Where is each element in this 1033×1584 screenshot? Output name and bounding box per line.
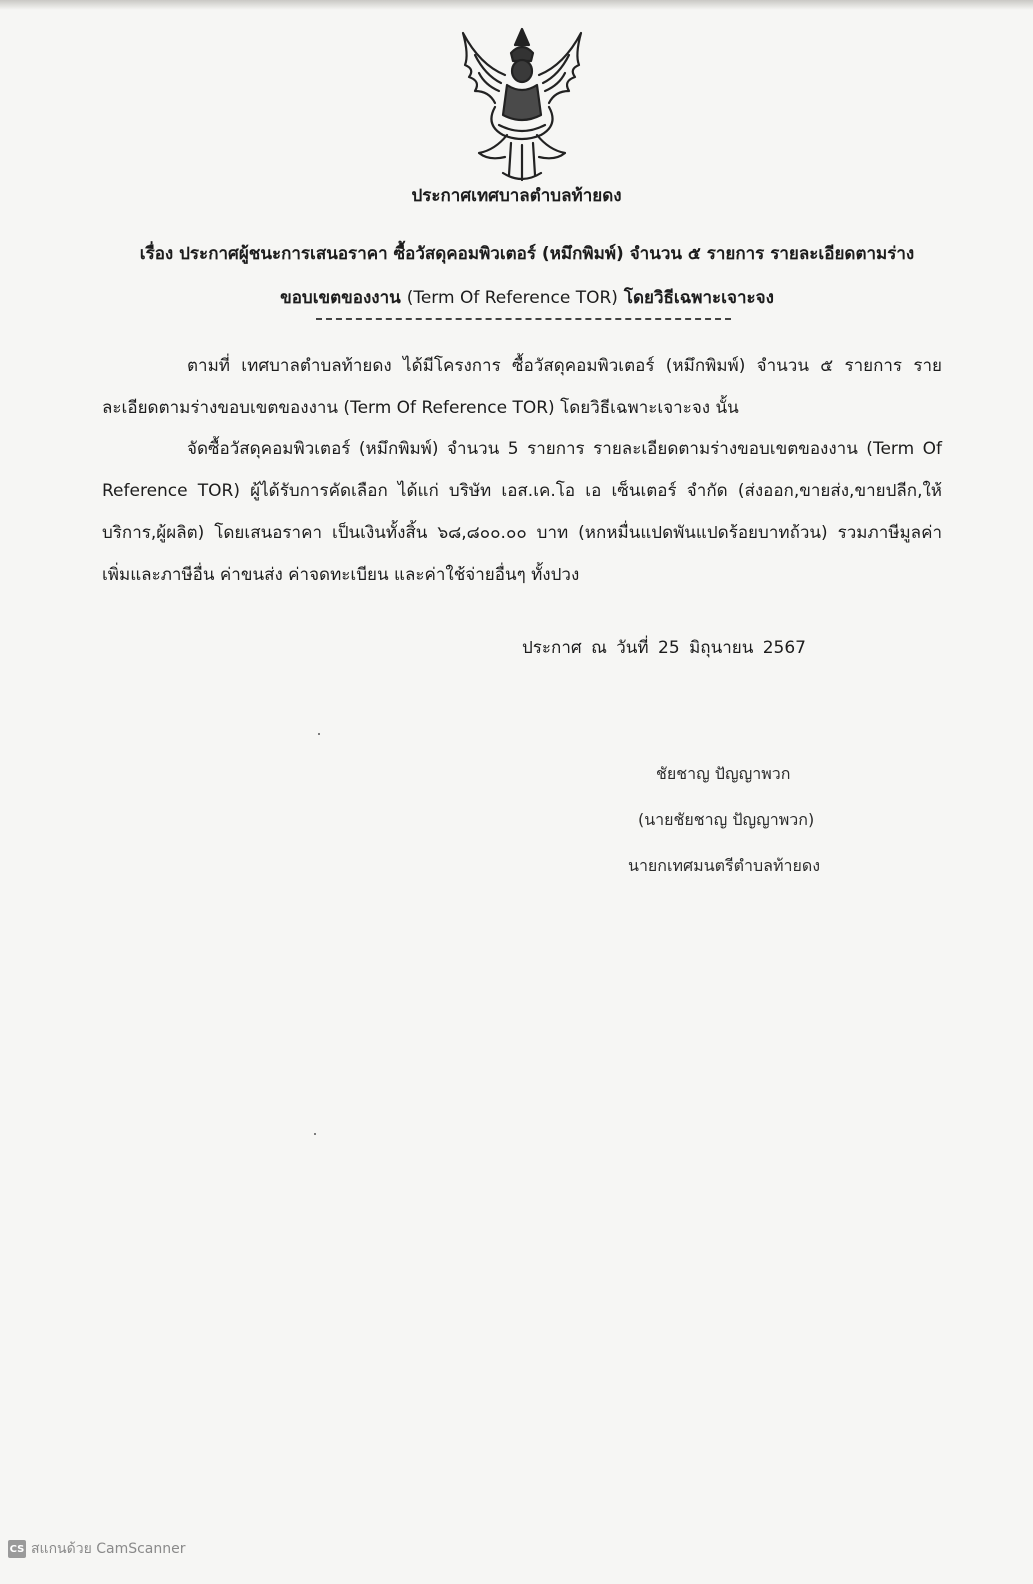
subject-line-2-end: โดยวิธีเฉพาะเจาะจง	[623, 288, 774, 308]
subject-line-1: เรื่อง ประกาศผู้ชนะการเสนอราคา ซื้อวัสดุคอมพิวเตอร์ (หมึกพิมพ์) จำนวน ๕ รายการ รายละเอียดตามร่าง	[139, 244, 915, 264]
document-subject	[112, 232, 942, 320]
watermark-text: สแกนด้วย CamScanner	[31, 1541, 186, 1557]
paragraph-2: จัดซื้อวัสดุคอมพิวเตอร์ (หมึกพิมพ์) จำนวน 5 รายการ รายละเอียดตามร่างขอบเขตของงาน (Term Of Reference TOR) ผู้ได้รับการคัดเลือก ได้แก่ บริษัท เอส.เค.โอ เอ เซ็นเตอร์ จำกัด (ส่งออก,ขายส่ง,ขายปลีก,ให้บริการ,ผู้ผลิต) โดยเสนอราคา เป็นเงินทั้งสิ้น ๖๘,๘๐๐.๐๐ บาท (หกหมื่นแปดพันแปดร้อยบาทถ้วน) รวมภาษีมูลค่าเพิ่มและภาษีอื่น ค่าขนส่ง ค่าจดทะเบียน และค่าใช้จ่ายอื่นๆ ทั้งปวง	[102, 439, 942, 585]
scan-edge	[0, 0, 1033, 10]
divider-line	[316, 318, 731, 320]
announce-date: ประกาศ ณ วันที่ 25 มิถุนายน 2567	[522, 638, 806, 658]
subject-line-2-start: ขอบเขตของงาน	[280, 288, 401, 308]
subject-line-2-tor: (Term Of Reference TOR)	[406, 288, 618, 308]
camscanner-watermark	[8, 1538, 186, 1560]
signature: ชัยชาญ ปัญญาพวก	[656, 764, 791, 783]
paragraph-1: ตามที่ เทศบาลตำบลท้ายดง ได้มีโครงการ ซื้อวัสดุคอมพิวเตอร์ (หมึกพิมพ์) จำนวน ๕ รายการ รายละเอียดตามร่างขอบเขตของงาน (Term Of Reference TOR) โดยวิธีเฉพาะเจาะจง นั้น	[102, 356, 942, 418]
signatory-name: (นายชัยชาญ ปัญญาพวก)	[638, 810, 815, 829]
camscanner-logo-icon: CS	[8, 1540, 26, 1558]
subject-line-2	[112, 276, 942, 320]
document-title: ประกาศเทศบาลตำบลท้ายดง	[411, 186, 622, 206]
signatory-position: นายกเทศมนตรีตำบลท้ายดง	[628, 856, 821, 875]
scan-speck	[318, 733, 320, 735]
garuda-emblem-icon	[455, 25, 590, 185]
scan-speck	[314, 1133, 316, 1135]
